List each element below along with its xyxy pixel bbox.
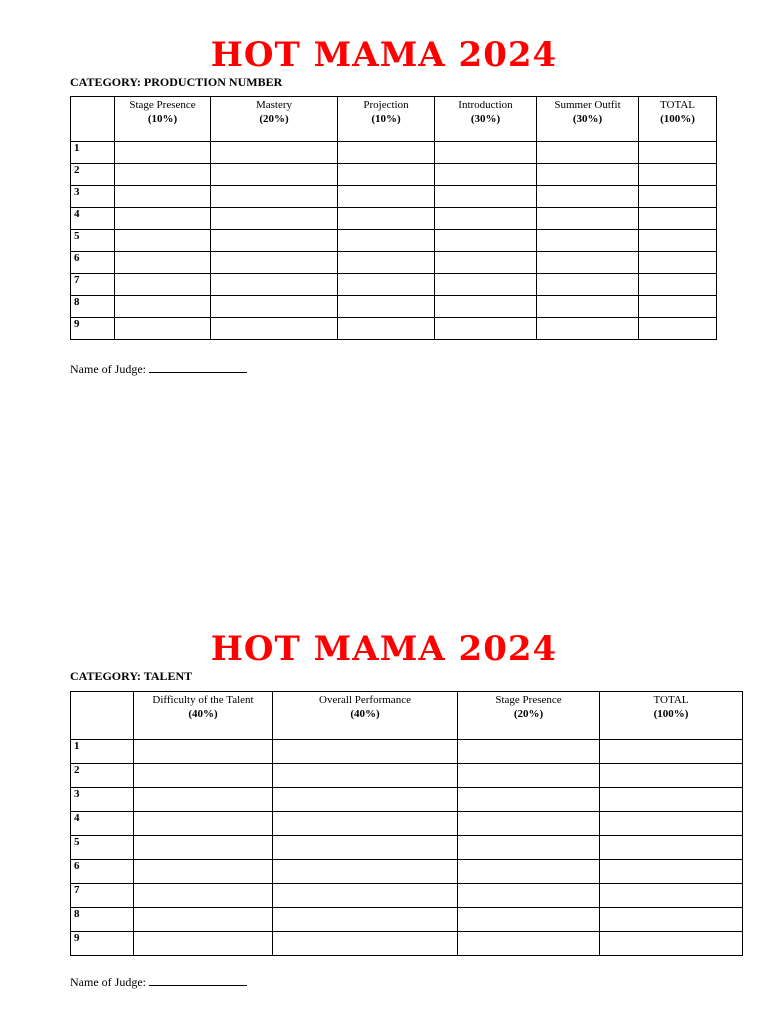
- score-cell[interactable]: [435, 164, 537, 186]
- table-row: [71, 932, 743, 956]
- score-cell[interactable]: [338, 230, 435, 252]
- judge-label: Name of Judge:: [70, 362, 146, 376]
- table-row: [71, 296, 717, 318]
- row-number: 8: [71, 908, 134, 932]
- score-cell[interactable]: [458, 860, 600, 884]
- score-cell[interactable]: [435, 208, 537, 230]
- row-number: 7: [71, 274, 115, 296]
- score-cell[interactable]: [211, 318, 338, 340]
- column-header: Mastery (20%): [211, 97, 338, 142]
- judge-name-field: [70, 974, 247, 990]
- score-cell[interactable]: [211, 164, 338, 186]
- table-row: [71, 186, 717, 208]
- total-cell[interactable]: [600, 836, 743, 860]
- score-cell[interactable]: [273, 836, 458, 860]
- table-row: [71, 764, 743, 788]
- table-row: [71, 164, 717, 186]
- score-cell[interactable]: [458, 788, 600, 812]
- header-row: [71, 692, 743, 740]
- table-row: [71, 230, 717, 252]
- score-cell[interactable]: [134, 836, 273, 860]
- score-cell[interactable]: [537, 318, 639, 340]
- score-cell[interactable]: [537, 142, 639, 164]
- column-header: Stage Presence (10%): [115, 97, 211, 142]
- row-number: 4: [71, 812, 134, 836]
- score-cell[interactable]: [338, 318, 435, 340]
- total-cell[interactable]: [639, 230, 717, 252]
- score-cell[interactable]: [537, 274, 639, 296]
- row-number: 2: [71, 164, 115, 186]
- table-row: [71, 812, 743, 836]
- score-cell[interactable]: [273, 764, 458, 788]
- judge-label: Name of Judge:: [70, 975, 146, 989]
- row-number: 1: [71, 142, 115, 164]
- row-number: 7: [71, 884, 134, 908]
- row-number: 5: [71, 230, 115, 252]
- total-cell[interactable]: [600, 908, 743, 932]
- total-cell[interactable]: [600, 884, 743, 908]
- judge-signature-line[interactable]: [149, 974, 247, 986]
- row-number: 3: [71, 788, 134, 812]
- score-cell[interactable]: [338, 186, 435, 208]
- row-number: 9: [71, 932, 134, 956]
- table-row: [71, 274, 717, 296]
- row-number: 4: [71, 208, 115, 230]
- score-cell[interactable]: [435, 252, 537, 274]
- score-cell[interactable]: [537, 186, 639, 208]
- score-cell[interactable]: [273, 860, 458, 884]
- table-row: [71, 740, 743, 764]
- score-cell[interactable]: [115, 142, 211, 164]
- score-cell[interactable]: [134, 788, 273, 812]
- score-cell[interactable]: [458, 764, 600, 788]
- row-number: 6: [71, 252, 115, 274]
- form-title: HOT MAMA 2024: [210, 35, 558, 75]
- score-cell[interactable]: [115, 186, 211, 208]
- row-number: 5: [71, 836, 134, 860]
- table-row: [71, 884, 743, 908]
- score-cell[interactable]: [115, 318, 211, 340]
- total-cell[interactable]: [600, 860, 743, 884]
- score-cell[interactable]: [435, 318, 537, 340]
- category-label: CATEGORY: TALENT: [70, 669, 193, 683]
- total-cell[interactable]: [600, 932, 743, 956]
- score-cell[interactable]: [273, 788, 458, 812]
- score-cell[interactable]: [537, 208, 639, 230]
- score-cell[interactable]: [115, 274, 211, 296]
- table-row: [71, 860, 743, 884]
- table-row: [71, 318, 717, 340]
- column-header: TOTAL (100%): [639, 97, 717, 142]
- total-cell[interactable]: [600, 812, 743, 836]
- score-cell[interactable]: [134, 908, 273, 932]
- total-cell[interactable]: [639, 186, 717, 208]
- total-cell[interactable]: [600, 740, 743, 764]
- row-number: 8: [71, 296, 115, 318]
- column-header: Summer Outfit (30%): [537, 97, 639, 142]
- score-cell[interactable]: [273, 932, 458, 956]
- score-cell[interactable]: [211, 142, 338, 164]
- table-row: [71, 142, 717, 164]
- column-header: Stage Presence (20%): [458, 692, 600, 740]
- table-row: [71, 836, 743, 860]
- column-header: Overall Performance (40%): [273, 692, 458, 740]
- score-cell[interactable]: [458, 812, 600, 836]
- table-row: [71, 788, 743, 812]
- score-cell[interactable]: [211, 252, 338, 274]
- score-cell[interactable]: [435, 186, 537, 208]
- score-cell[interactable]: [273, 908, 458, 932]
- score-cell[interactable]: [338, 142, 435, 164]
- row-number: 6: [71, 860, 134, 884]
- total-cell[interactable]: [639, 318, 717, 340]
- column-header: TOTAL (100%): [600, 692, 743, 740]
- score-cell[interactable]: [458, 836, 600, 860]
- score-cell[interactable]: [115, 208, 211, 230]
- score-cell[interactable]: [537, 252, 639, 274]
- score-cell[interactable]: [458, 908, 600, 932]
- score-cell[interactable]: [211, 186, 338, 208]
- score-cell[interactable]: [458, 932, 600, 956]
- row-number: 3: [71, 186, 115, 208]
- score-cell[interactable]: [435, 296, 537, 318]
- header-row: [71, 97, 717, 142]
- score-cell[interactable]: [134, 884, 273, 908]
- score-cell[interactable]: [134, 932, 273, 956]
- table-row: [71, 208, 717, 230]
- row-number: 1: [71, 740, 134, 764]
- row-number-header: [71, 97, 115, 142]
- score-cell[interactable]: [273, 884, 458, 908]
- score-cell[interactable]: [115, 296, 211, 318]
- total-cell[interactable]: [639, 296, 717, 318]
- column-header: Difficulty of the Talent (40%): [134, 692, 273, 740]
- score-cell[interactable]: [115, 252, 211, 274]
- score-cell[interactable]: [435, 142, 537, 164]
- score-cell[interactable]: [134, 860, 273, 884]
- score-cell[interactable]: [211, 230, 338, 252]
- score-cell[interactable]: [273, 812, 458, 836]
- total-cell[interactable]: [639, 252, 717, 274]
- score-cell[interactable]: [435, 230, 537, 252]
- score-cell[interactable]: [211, 208, 338, 230]
- score-cell[interactable]: [211, 274, 338, 296]
- score-cell[interactable]: [273, 740, 458, 764]
- total-cell[interactable]: [600, 764, 743, 788]
- score-cell[interactable]: [537, 296, 639, 318]
- category-label: CATEGORY: PRODUCTION NUMBER: [70, 75, 283, 89]
- score-cell[interactable]: [338, 274, 435, 296]
- score-cell[interactable]: [115, 164, 211, 186]
- total-cell[interactable]: [639, 142, 717, 164]
- score-cell[interactable]: [537, 230, 639, 252]
- row-number: 2: [71, 764, 134, 788]
- column-header: Projection (10%): [338, 97, 435, 142]
- score-table-talent: [70, 691, 743, 956]
- row-number-header: [71, 692, 134, 740]
- score-cell[interactable]: [134, 812, 273, 836]
- score-table-production: [70, 96, 717, 340]
- score-cell[interactable]: [211, 296, 338, 318]
- total-cell[interactable]: [639, 274, 717, 296]
- total-cell[interactable]: [600, 788, 743, 812]
- total-cell[interactable]: [639, 208, 717, 230]
- score-cell[interactable]: [458, 884, 600, 908]
- score-cell[interactable]: [338, 208, 435, 230]
- score-cell[interactable]: [537, 164, 639, 186]
- score-cell[interactable]: [134, 740, 273, 764]
- row-number: 9: [71, 318, 115, 340]
- score-cell[interactable]: [115, 230, 211, 252]
- score-cell[interactable]: [134, 764, 273, 788]
- score-cell[interactable]: [338, 164, 435, 186]
- score-cell[interactable]: [458, 740, 600, 764]
- form-title: HOT MAMA 2024: [210, 629, 558, 669]
- judge-name-field: [70, 361, 247, 377]
- score-cell[interactable]: [435, 274, 537, 296]
- score-cell[interactable]: [338, 252, 435, 274]
- score-cell[interactable]: [338, 296, 435, 318]
- column-header: Introduction (30%): [435, 97, 537, 142]
- table-row: [71, 252, 717, 274]
- table-row: [71, 908, 743, 932]
- judge-signature-line[interactable]: [149, 361, 247, 373]
- total-cell[interactable]: [639, 164, 717, 186]
